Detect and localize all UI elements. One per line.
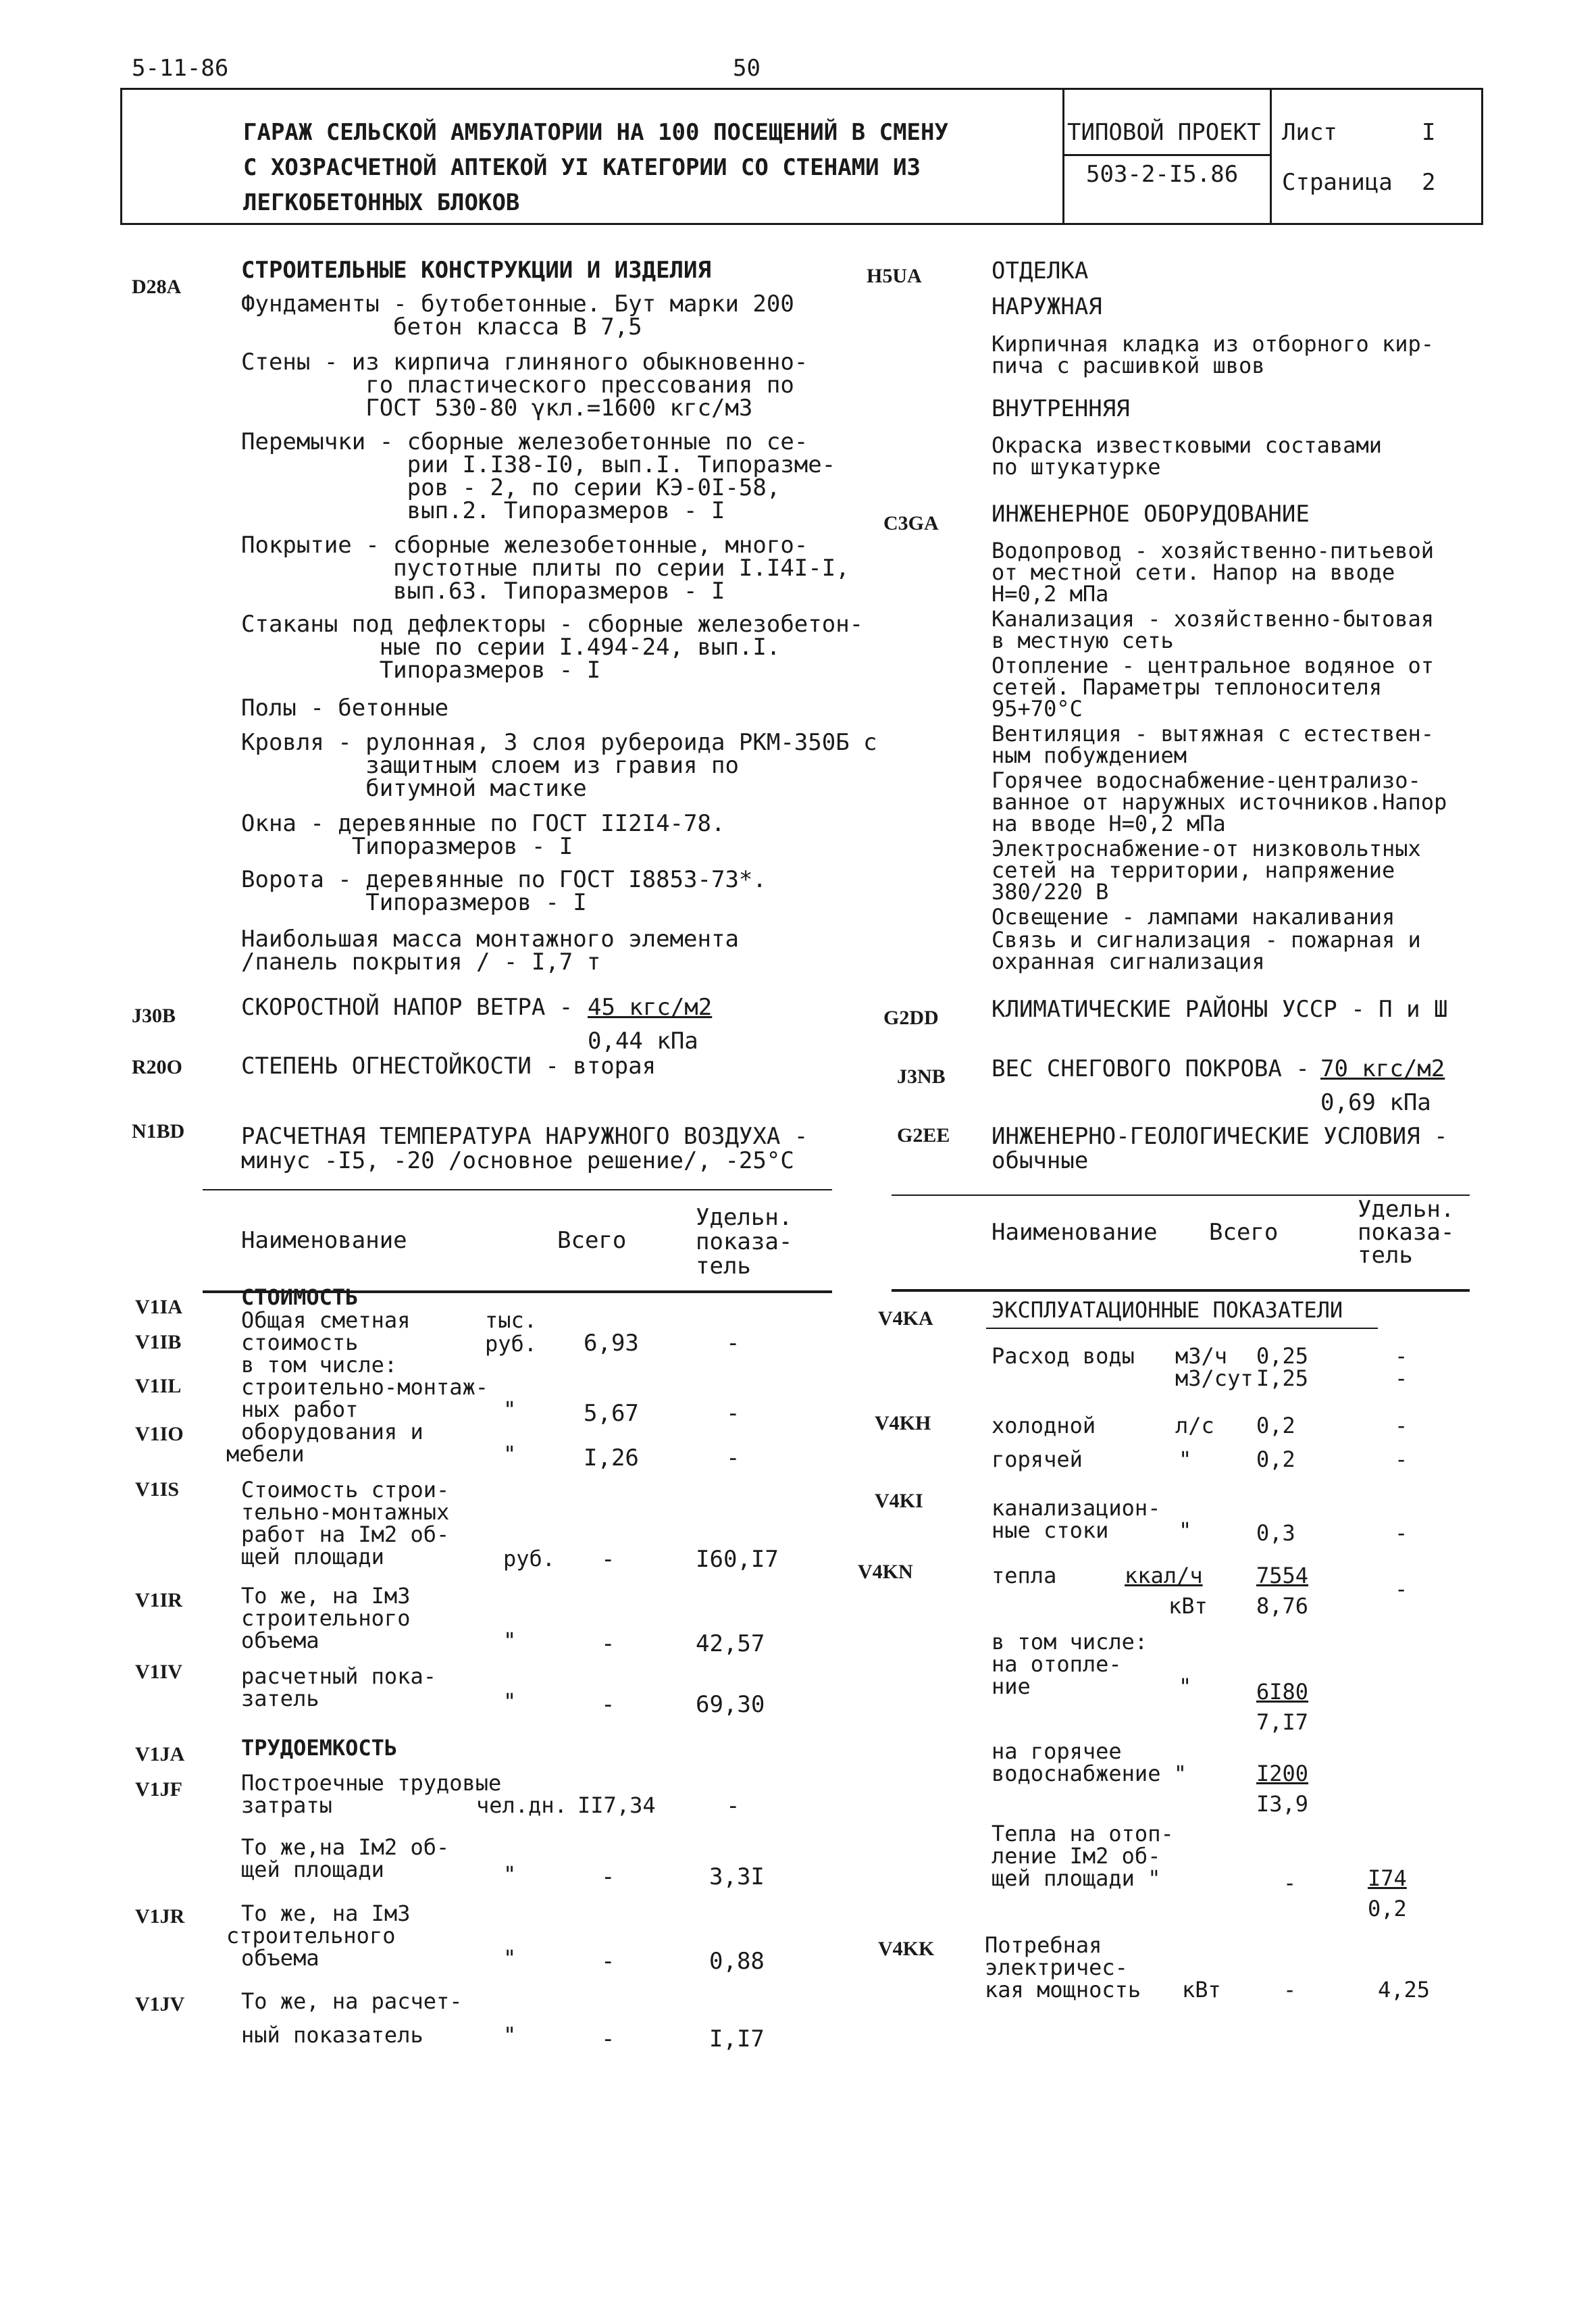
heat-label: тепла	[992, 1563, 1057, 1588]
outer-finish-line-2: пича с расшивкой швов	[992, 353, 1265, 378]
page-value: 2	[1422, 169, 1436, 196]
hot-value: 0,2	[1256, 1447, 1295, 1472]
spec-floors: Полы - бетонные	[241, 695, 449, 722]
sewer-spec: -	[1395, 1520, 1408, 1546]
row-unit: "	[503, 1861, 517, 1887]
row-spec: I,I7	[709, 2026, 765, 2053]
eng-line: сетей на территории, напряжение	[992, 857, 1395, 883]
left-table-header-spec-2: показа-	[696, 1228, 793, 1255]
row-unit: "	[503, 1628, 517, 1653]
section-code: V4KA	[878, 1307, 933, 1330]
eng-line: 380/220 В	[992, 879, 1109, 905]
row-unit: "	[503, 1397, 517, 1422]
finish-title: ОТДЕЛКА	[992, 257, 1089, 284]
row-code: V1JA	[135, 1743, 185, 1765]
row-unit: тыс. руб.	[485, 1307, 538, 1357]
heating-line-3: ние	[992, 1674, 1031, 1699]
row-total: -	[601, 1630, 615, 1657]
spec-lintels: Перемычки - сборные железобетонные по се- рии I.I38-I0, вып.I. Типоразме- ров - 2, по серии КЭ-0I-58, вып.2. Типоразмеров - I	[241, 428, 836, 524]
eng-line: Вентиляция - вытяжная с естествен-	[992, 721, 1435, 747]
row-code: V1IB	[135, 1331, 182, 1353]
left-table-header-name: Наименование	[241, 1227, 407, 1254]
temperature-code: N1BD	[132, 1120, 185, 1142]
wind-code: J30B	[132, 1005, 176, 1027]
row-unit: чел.дн.	[476, 1792, 567, 1818]
row-total: 6,93	[584, 1330, 639, 1357]
snow-kpa: 0,69 кПа	[1320, 1089, 1431, 1116]
row-name: Построечные трудовые	[241, 1770, 502, 1796]
right-table-header-spec-3: тель	[1358, 1242, 1413, 1269]
row-code: V1IR	[135, 1589, 183, 1611]
heat-spec: -	[1395, 1576, 1408, 1602]
row-name: То же, на Iм3	[241, 1583, 411, 1609]
hot-supply-value-1: I200	[1256, 1761, 1309, 1786]
row-name: То же, на Iм3	[241, 1901, 411, 1926]
row-name: мебели	[226, 1441, 305, 1467]
project-label: ТИПОВОЙ ПРОЕКТ	[1067, 119, 1261, 146]
left-table-header-spec-3: тель	[696, 1253, 751, 1280]
geology-code: G2EE	[897, 1124, 950, 1147]
heat-area-spec-2: 0,2	[1368, 1896, 1407, 1921]
eng-line: 95+70°С	[992, 696, 1083, 722]
heating-line-1: в том числе:	[992, 1629, 1148, 1655]
power-line-2: электричес-	[985, 1955, 1128, 1980]
right-table-header-spec-2: показа-	[1358, 1219, 1455, 1246]
cold-code: V4KH	[875, 1412, 931, 1434]
row-code: V1IA	[135, 1296, 183, 1318]
row-name: работ на Iм2 об-	[241, 1521, 450, 1547]
heat-unit-2: кВт	[1168, 1593, 1208, 1619]
project-number: 503-2-I5.86	[1086, 161, 1239, 188]
heating-line-2: на отопле-	[992, 1651, 1122, 1677]
right-table-header-name: Наименование	[992, 1219, 1158, 1246]
row-name: строительного	[226, 1923, 396, 1948]
eng-line: ным побуждением	[992, 743, 1187, 768]
left-table-header-spec-1: Удельн.	[696, 1204, 793, 1231]
cold-spec: -	[1395, 1413, 1408, 1438]
heat-area-line-3: щей площади "	[992, 1865, 1161, 1891]
row-name: Общая сметная	[241, 1307, 411, 1333]
row-code: V1IV	[135, 1661, 183, 1683]
inner-finish-line-2: по штукатурке	[992, 454, 1161, 480]
water-unit-2: м3/сут	[1175, 1365, 1254, 1391]
water-spec-2: -	[1395, 1365, 1408, 1391]
left-table-header-total: Всего	[557, 1227, 627, 1254]
water-spec-1: -	[1395, 1343, 1408, 1369]
row-name: щей площади	[241, 1544, 384, 1569]
spec-walls: Стены - из кирпича глиняного обыкновенно- го пластического прессования по ГОСТ 530-80 γкл.=1600 кгс/м3	[241, 349, 808, 422]
water-value-2: I,25	[1256, 1365, 1309, 1391]
project-title-line-2: С ХОЗРАСЧЕТНОЙ АПТЕКОЙ УI КАТЕГОРИИ СО СТЕНАМИ ИЗ	[243, 154, 921, 181]
row-code: V1IO	[135, 1423, 184, 1445]
sewer-line-1: канализацион-	[992, 1495, 1161, 1521]
structures-code: D28A	[132, 276, 182, 298]
water-unit-1: м3/ч	[1175, 1343, 1228, 1369]
row-name: строительно-монтаж-	[241, 1374, 489, 1400]
row-spec: 0,88	[709, 1948, 765, 1975]
heat-area-spec-1: I74	[1368, 1865, 1407, 1891]
row-unit: "	[503, 1945, 517, 1971]
heat-area-line-1: Тепла на отоп-	[992, 1821, 1174, 1846]
row-total: -	[601, 1948, 615, 1975]
row-spec: -	[726, 1330, 740, 1357]
eng-line: Канализация - хозяйственно-бытовая	[992, 606, 1435, 632]
row-spec: -	[726, 1400, 740, 1427]
outer-finish-title: НАРУЖНАЯ	[992, 293, 1102, 320]
sewer-line-2: ные стоки	[992, 1517, 1109, 1543]
row-name: строительного	[241, 1605, 411, 1631]
row-name: тельно-монтажных	[241, 1499, 450, 1525]
page-number: 50	[733, 55, 761, 82]
row-code: V1IS	[135, 1478, 180, 1501]
power-spec: 4,25	[1378, 1977, 1431, 2003]
row-name: СТОИМОСТЬ	[241, 1284, 359, 1310]
row-total: -	[601, 1546, 615, 1573]
row-code: V1IL	[135, 1375, 182, 1397]
power-code: V4KK	[878, 1938, 935, 1960]
wind-kpa: 0,44 кПа	[588, 1028, 698, 1055]
row-unit: руб.	[503, 1546, 556, 1571]
heating-value-1: 6I80	[1256, 1679, 1309, 1705]
row-spec: -	[726, 1444, 740, 1472]
finish-code: H5UA	[867, 265, 922, 287]
wind-label: СКОРОСТНОЙ НАПОР ВЕТРА -	[241, 994, 573, 1021]
project-title-line-1: ГАРАЖ СЕЛЬСКОЙ АМБУЛАТОРИИ НА 100 ПОСЕЩЕНИЙ В СМЕНУ	[243, 119, 948, 146]
row-total: -	[601, 2026, 615, 2053]
sewer-code: V4KI	[875, 1490, 923, 1512]
geology-line-1: ИНЖЕНЕРНО-ГЕОЛОГИЧЕСКИЕ УСЛОВИЯ -	[992, 1123, 1448, 1150]
row-spec: 69,30	[696, 1691, 765, 1718]
sewer-value: 0,3	[1256, 1520, 1295, 1546]
eng-line: Освещение - лампами накаливания	[992, 904, 1395, 930]
row-name: ТРУДОЕМКОСТЬ	[241, 1735, 398, 1761]
row-total: I,26	[584, 1444, 639, 1472]
power-unit: кВт	[1182, 1977, 1221, 2003]
row-name: в том числе:	[241, 1352, 398, 1378]
geology-line-2: обычные	[992, 1147, 1089, 1174]
fire-code: R20O	[132, 1056, 182, 1078]
hot-label: горячей	[992, 1447, 1083, 1472]
fire-resistance: СТЕПЕНЬ ОГНЕСТОЙКОСТИ - вторая	[241, 1053, 657, 1080]
project-title-line-3: ЛЕГКОБЕТОННЫХ БЛОКОВ	[243, 189, 520, 216]
heat-unit-1: ккал/ч	[1125, 1563, 1203, 1588]
row-unit: "	[503, 2022, 517, 2048]
wind-value: 45 кгс/м2	[588, 994, 713, 1021]
row-name: То же, на расчет-	[241, 1988, 463, 2014]
row-total: -	[601, 1691, 615, 1718]
eng-line: Н=0,2 мПа	[992, 581, 1109, 607]
heat-value-2: 8,76	[1256, 1593, 1309, 1619]
heating-unit: "	[1179, 1674, 1192, 1699]
sheet-value: I	[1422, 119, 1436, 146]
heat-area-line-2: ление Iм2 об-	[992, 1843, 1161, 1869]
row-name: объема	[241, 1945, 319, 1971]
climate-text: КЛИМАТИЧЕСКИЕ РАЙОНЫ УССР - П и Ш	[992, 996, 1448, 1023]
hot-supply-line-2: водоснабжение "	[992, 1761, 1187, 1786]
cold-label: холодной	[992, 1413, 1096, 1438]
heat-value-1: 7554	[1256, 1563, 1309, 1588]
row-name: ных работ	[241, 1397, 359, 1422]
row-spec: 42,57	[696, 1630, 765, 1657]
row-name: затраты	[241, 1792, 332, 1818]
outer-finish-line-1: Кирпичная кладка из отборного кир-	[992, 331, 1435, 357]
right-table-header-spec-1: Удельн.	[1358, 1196, 1455, 1223]
row-name: Стоимость строи-	[241, 1477, 450, 1503]
row-unit: "	[503, 1441, 517, 1467]
engineering-code: C3GA	[883, 512, 939, 534]
eng-line: Связь и сигнализация - пожарная и	[992, 927, 1421, 953]
row-total: 5,67	[584, 1400, 639, 1427]
spec-gates: Ворота - деревянные по ГОСТ I8853-73*. Типоразмеров - I	[241, 866, 767, 916]
heat-area-total: -	[1283, 1870, 1297, 1896]
eng-line: ванное от наружных источников.Напор	[992, 789, 1447, 815]
inner-finish-line-1: Окраска известковыми составами	[992, 432, 1382, 458]
row-code: V1JR	[135, 1905, 185, 1928]
eng-line: Электроснабжение-от низковольтных	[992, 836, 1421, 861]
document-code: 5-11-86	[132, 55, 229, 82]
structures-title: СТРОИТЕЛЬНЫЕ КОНСТРУКЦИИ И ИЗДЕЛИЯ	[241, 257, 711, 284]
climate-code: G2DD	[883, 1007, 939, 1029]
row-name: расчетный пока-	[241, 1663, 436, 1689]
row-code: V1JF	[135, 1778, 182, 1801]
spec-roofing: Кровля - рулонная, 3 слоя рубероида РКМ-350Б с защитным слоем из гравия по битумной мастике	[241, 729, 877, 802]
spec-max-mass: Наибольшая масса монтажного элемента /панель покрытия / - I,7 т	[241, 926, 739, 976]
temperature-line-2: минус -I5, -20 /основное решение/, -25°С	[241, 1147, 794, 1174]
water-label: Расход воды	[992, 1343, 1135, 1369]
row-spec: 3,3I	[709, 1863, 765, 1890]
row-name: То же,на Iм2 об-	[241, 1834, 450, 1860]
row-name: щей площади	[241, 1857, 384, 1882]
row-name: объема	[241, 1628, 319, 1653]
row-name: оборудования и	[241, 1419, 423, 1444]
inner-finish-title: ВНУТРЕННЯЯ	[992, 395, 1130, 422]
sewer-unit: "	[1179, 1517, 1192, 1543]
row-name: стоимость	[241, 1330, 359, 1355]
eng-line: на вводе Н=0,2 мПа	[992, 811, 1226, 836]
eng-line: Водопровод - хозяйственно-питьевой	[992, 538, 1435, 563]
row-name: ный показатель	[241, 2022, 423, 2048]
power-total: -	[1283, 1977, 1297, 2003]
eng-line: охранная сигнализация	[992, 949, 1265, 974]
hot-supply-value-2: I3,9	[1256, 1791, 1309, 1817]
water-value-1: 0,25	[1256, 1343, 1309, 1369]
row-spec: I60,I7	[696, 1546, 779, 1573]
snow-label: ВЕС СНЕГОВОГО ПОКРОВА -	[992, 1055, 1310, 1082]
engineering-title: ИНЖЕНЕРНОЕ ОБОРУДОВАНИЕ	[992, 501, 1310, 528]
row-total: II7,34	[577, 1792, 656, 1818]
cold-unit: л/с	[1175, 1413, 1214, 1438]
temperature-line-1: РАСЧЕТНАЯ ТЕМПЕРАТУРА НАРУЖНОГО ВОЗДУХА -	[241, 1123, 808, 1150]
eng-line: Отопление - центральное водяное от	[992, 653, 1435, 678]
heating-value-2: 7,I7	[1256, 1709, 1309, 1735]
spec-foundations: Фундаменты - бутобетонные. Бут марки 200 бетон класса В 7,5	[241, 291, 794, 341]
spec-roof-slabs: Покрытие - сборные железобетонные, много- пустотные плиты по серии I.I4I-I, вып.63. Типоразмеров - I	[241, 532, 850, 605]
spec-deflector-cups: Стаканы под дефлекторы - сборные железобетон- ные по серии I.494-24, вып.I. Типоразмеров - I	[241, 611, 864, 684]
row-code: V1JV	[135, 1993, 185, 2015]
snow-value: 70 кгс/м2	[1320, 1055, 1445, 1082]
eng-line: от местной сети. Напор на вводе	[992, 559, 1395, 585]
sheet-label: Лист	[1282, 119, 1337, 146]
spec-windows: Окна - деревянные по ГОСТ II2I4-78. Типоразмеров - I	[241, 810, 725, 860]
row-unit: "	[503, 1688, 517, 1714]
page-label: Страница	[1282, 169, 1393, 196]
hot-spec: -	[1395, 1447, 1408, 1472]
snow-code: J3NB	[897, 1065, 946, 1088]
power-line-3: кая мощность	[985, 1977, 1141, 2003]
eng-line: сетей. Параметры теплоносителя	[992, 674, 1382, 700]
eng-line: в местную сеть	[992, 628, 1174, 653]
hot-unit: "	[1179, 1447, 1192, 1472]
heat-code: V4KN	[858, 1561, 913, 1583]
row-name: затель	[241, 1686, 319, 1711]
hot-supply-line-1: на горячее	[992, 1738, 1122, 1764]
power-line-1: Потребная	[985, 1932, 1102, 1958]
section-title: ЭКСПЛУАТАЦИОННЫЕ ПОКАЗАТЕЛИ	[992, 1297, 1343, 1323]
cold-value: 0,2	[1256, 1413, 1295, 1438]
right-table-header-total: Всего	[1209, 1219, 1279, 1246]
eng-line: Горячее водоснабжение-централизо-	[992, 768, 1421, 793]
row-spec: -	[726, 1792, 740, 1819]
row-total: -	[601, 1863, 615, 1890]
